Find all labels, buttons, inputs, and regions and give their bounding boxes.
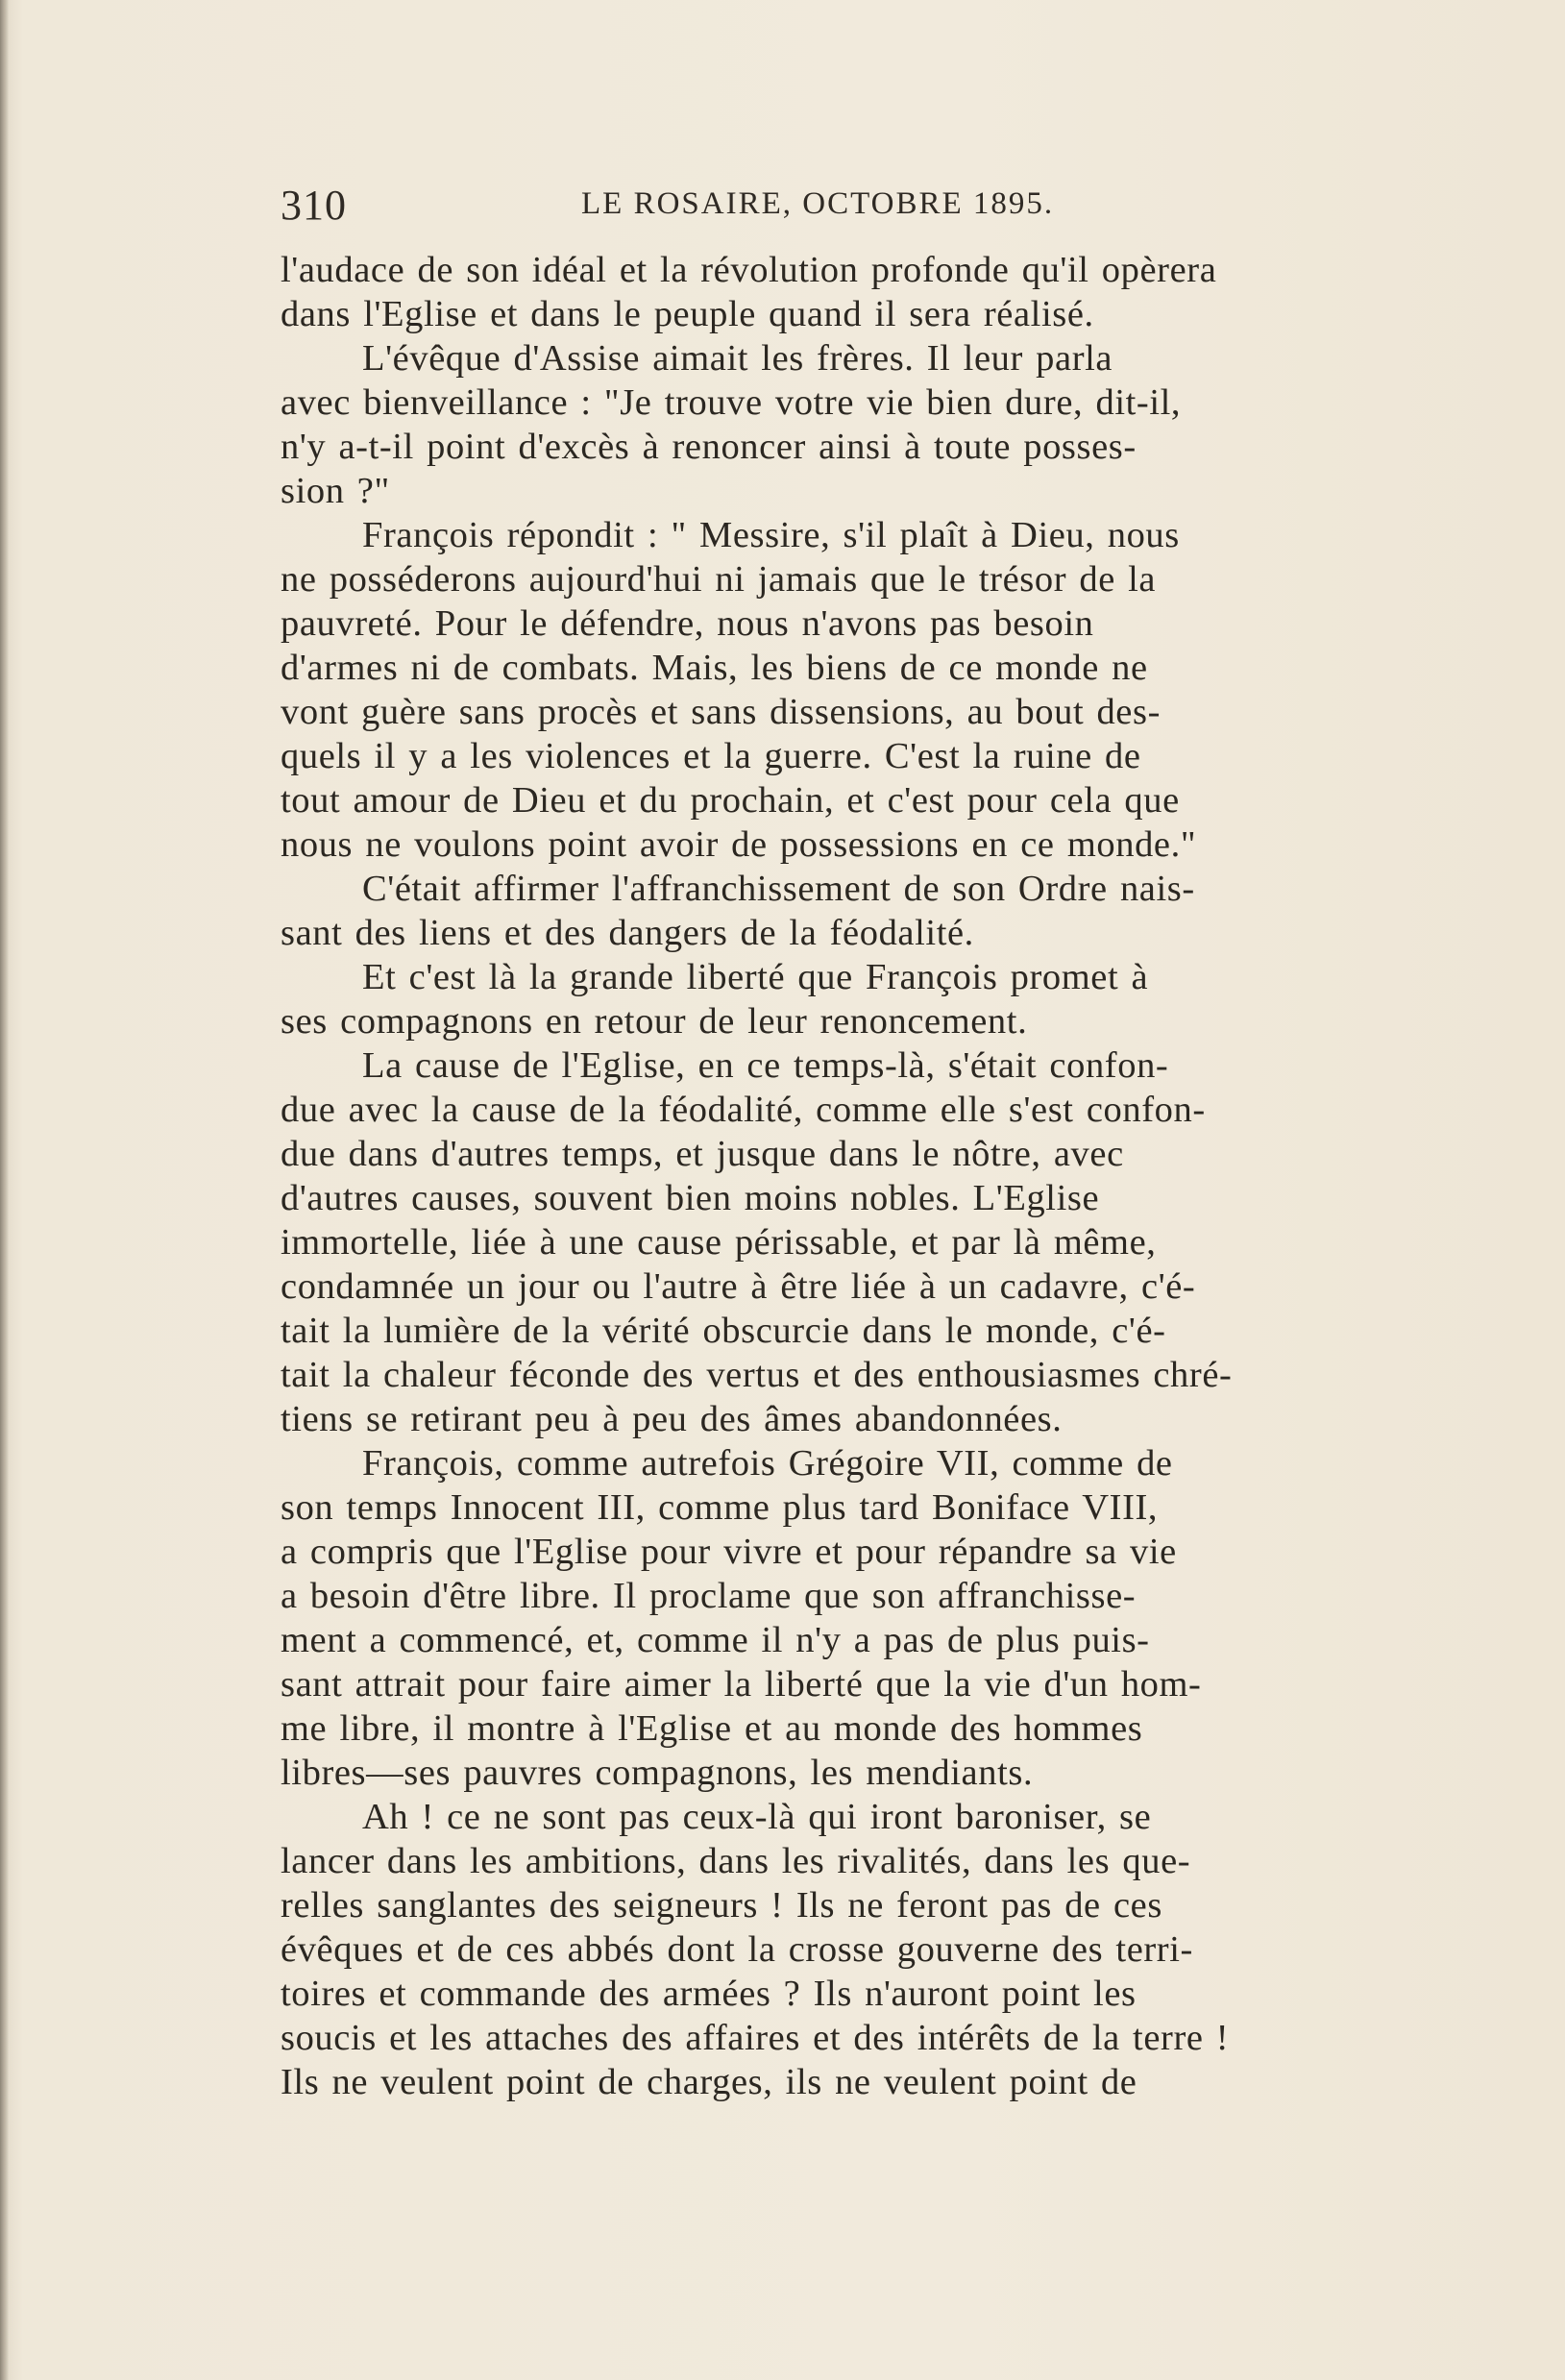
body-text — [281, 248, 1376, 2112]
text-line-12: quels il y a les violences et la guerre. C'est la ruine de — [281, 736, 1141, 776]
page-spine-shadow — [0, 0, 9, 2380]
text-line-20: due avec la cause de la féodalité, comme elle s'est confon- — [281, 1090, 1206, 1130]
running-title: LE ROSAIRE, OCTOBRE 1895. — [581, 186, 1055, 221]
text-line-10: d'armes ni de combats. Mais, les biens de ce monde ne — [281, 648, 1148, 688]
text-line-19: La cause de l'Eglise, en ce temps-là, s'était confon- — [362, 1045, 1169, 1086]
text-line-13: tout amour de Dieu et du prochain, et c'est pour cela que — [281, 780, 1180, 821]
text-line-33: sant attrait pour faire aimer la liberté que la vie d'un hom- — [281, 1664, 1202, 1705]
text-line-37: lancer dans les ambitions, dans les rivalités, dans les que- — [281, 1841, 1191, 1881]
text-line-17: Et c'est là la grande liberté que François promet à — [362, 957, 1149, 997]
text-line-5: n'y a-t-il point d'excès à renoncer ainsi à toute posses- — [281, 427, 1137, 467]
text-line-39: évêques et de ces abbés dont la crosse gouverne des terri- — [281, 1929, 1193, 1970]
text-line-14: nous ne voulons point avoir de possessions en ce monde." — [281, 824, 1197, 865]
text-line-2: dans l'Eglise et dans le peuple quand il sera réalisé. — [281, 294, 1094, 334]
text-line-6: sion ?" — [281, 471, 390, 511]
text-line-8: ne posséderons aujourd'hui ni jamais que le trésor de la — [281, 559, 1157, 600]
text-line-15: C'était affirmer l'affranchissement de son Ordre nais- — [362, 869, 1195, 909]
text-line-26: tait la chaleur féconde des vertus et des enthousiasmes chré- — [281, 1355, 1233, 1395]
page-number: 310 — [281, 182, 347, 229]
text-line-36: Ah ! ce ne sont pas ceux-là qui iront baroniser, se — [362, 1797, 1152, 1837]
text-line-42: Ils ne veulent point de charges, ils ne veulent point de — [281, 2062, 1137, 2102]
text-line-4: avec bienveillance : "Je trouve votre vie bien dure, dit-il, — [281, 382, 1182, 423]
text-line-7: François répondit : " Messire, s'il plaît à Dieu, nous — [362, 515, 1180, 555]
text-line-30: a compris que l'Eglise pour vivre et pour répandre sa vie — [281, 1532, 1177, 1572]
text-line-23: immortelle, liée à une cause périssable, et par là même, — [281, 1222, 1157, 1263]
text-line-32: ment a commencé, et, comme il n'y a pas de plus puis- — [281, 1620, 1150, 1660]
text-line-25: tait la lumière de la vérité obscurcie dans le monde, c'é- — [281, 1311, 1166, 1351]
text-line-21: due dans d'autres temps, et jusque dans le nôtre, avec — [281, 1134, 1124, 1174]
text-line-1: l'audace de son idéal et la révolution profonde qu'il opèrera — [281, 250, 1217, 290]
running-head — [281, 179, 1243, 231]
text-line-11: vont guère sans procès et sans dissensions, au bout des- — [281, 692, 1162, 732]
text-line-27: tiens se retirant peu à peu des âmes abandonnées. — [281, 1399, 1063, 1439]
text-line-16: sant des liens et des dangers de la féodalité. — [281, 913, 974, 953]
text-line-9: pauvreté. Pour le défendre, nous n'avons pas besoin — [281, 603, 1094, 644]
text-line-35: libres—ses pauvres compagnons, les mendiants. — [281, 1753, 1034, 1793]
text-line-29: son temps Innocent III, comme plus tard Boniface VIII, — [281, 1487, 1159, 1528]
text-line-31: a besoin d'être libre. Il proclame que son affranchisse- — [281, 1576, 1137, 1616]
text-line-41: soucis et les attaches des affaires et des intérêts de la terre ! — [281, 2018, 1230, 2058]
text-line-22: d'autres causes, souvent bien moins nobles. L'Eglise — [281, 1178, 1100, 1218]
text-line-40: toires et commande des armées ? Ils n'auront point les — [281, 1974, 1137, 2014]
text-line-24: condamnée un jour ou l'autre à être liée à un cadavre, c'é- — [281, 1266, 1196, 1307]
text-line-38: relles sanglantes des seigneurs ! Ils ne feront pas de ces — [281, 1885, 1162, 1926]
text-line-3: L'évêque d'Assise aimait les frères. Il leur parla — [362, 338, 1113, 379]
text-line-18: ses compagnons en retour de leur renoncement. — [281, 1001, 1028, 1042]
text-line-28: François, comme autrefois Grégoire VII, comme de — [362, 1443, 1173, 1484]
text-line-34: me libre, il montre à l'Eglise et au monde des hommes — [281, 1708, 1143, 1749]
